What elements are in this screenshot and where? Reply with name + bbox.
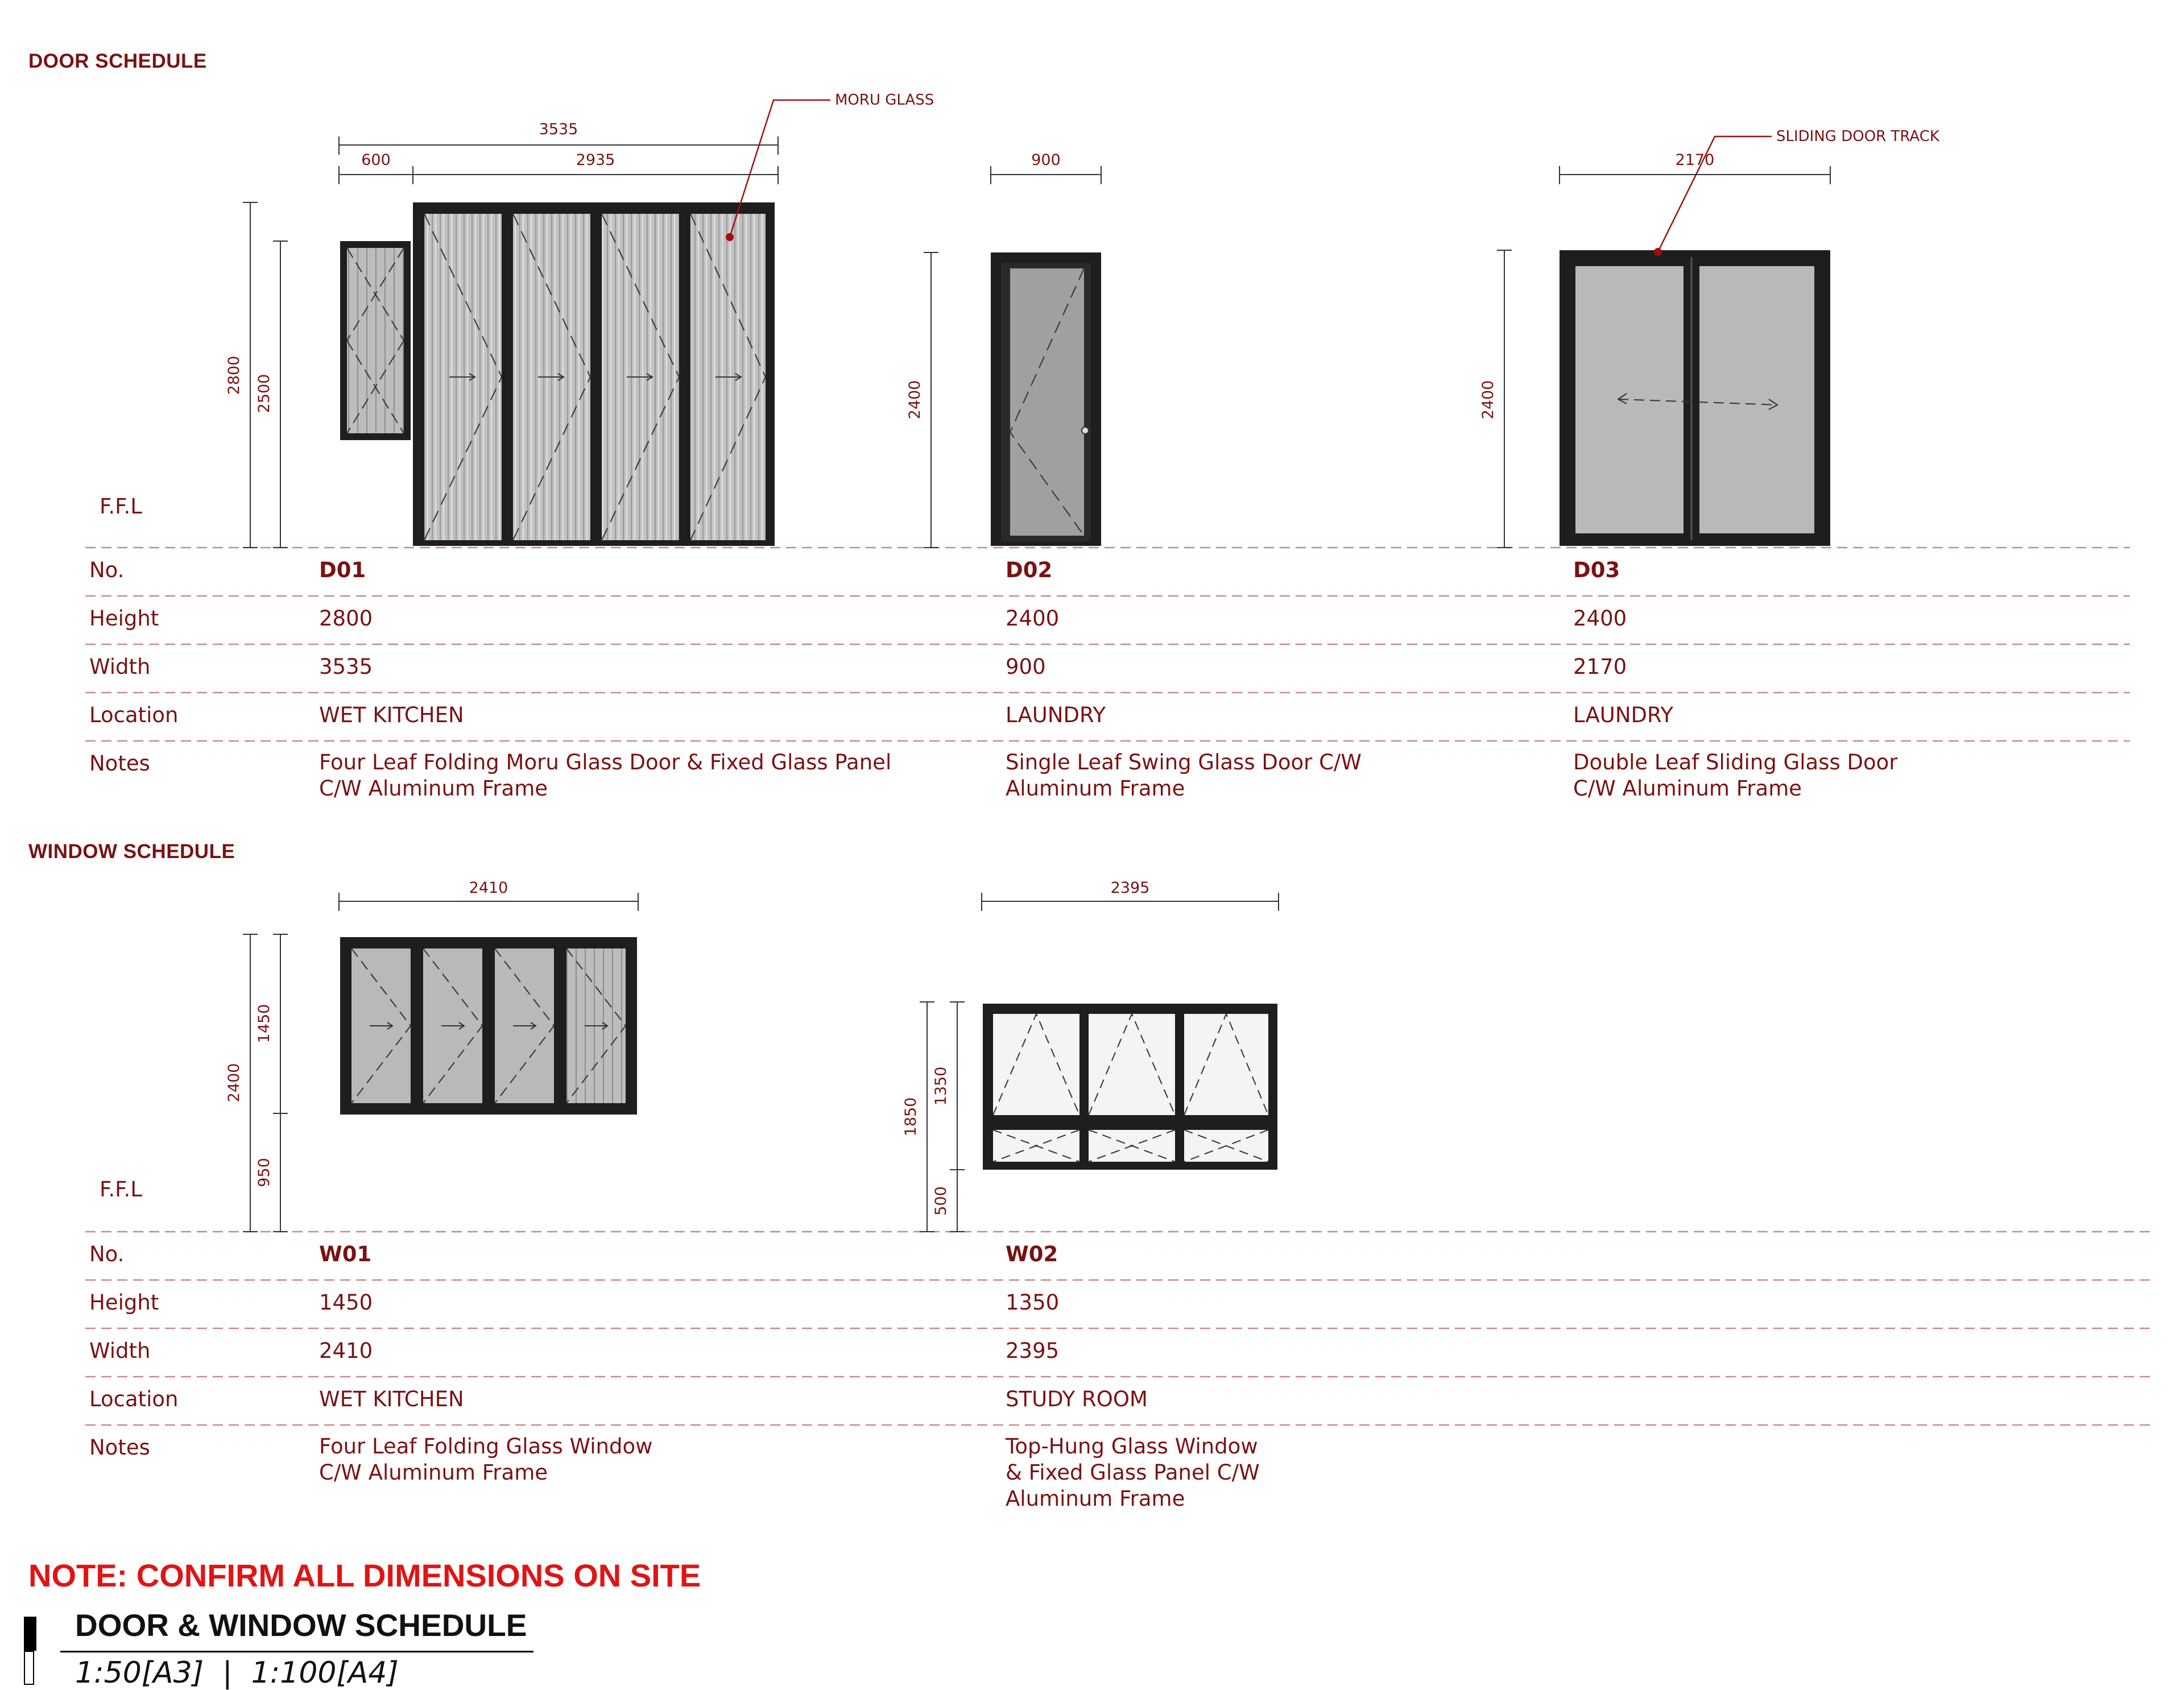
door-d01-no: D01: [319, 558, 366, 582]
door-d02-height: 2400: [1006, 606, 1060, 631]
dim-w02-height: 1350: [932, 1066, 950, 1106]
dim-w01-width: 2410: [469, 879, 508, 897]
window-w02-height: 1350: [1006, 1290, 1060, 1315]
window-row-notes-label: Notes: [89, 1435, 150, 1460]
door-d02-elevation: [991, 252, 1101, 546]
title-block-underline: [60, 1651, 533, 1652]
door-d02-location: LAUNDRY: [1006, 703, 1106, 727]
dim-w02-total: 1850: [902, 1097, 920, 1137]
window-row-height-label: Height: [89, 1290, 159, 1315]
door-d01-location: WET KITCHEN: [319, 703, 464, 727]
window-w01-height: 1450: [319, 1290, 373, 1315]
dim-d01-panel-height: 2500: [255, 374, 273, 413]
window-w01-notes: [319, 1434, 652, 1486]
door-d03-location: LAUNDRY: [1573, 703, 1673, 727]
dim-w01-sill: 950: [255, 1158, 273, 1187]
door-d01-height: 2800: [319, 606, 373, 631]
dim-d02-height: 2400: [906, 380, 924, 420]
door-d03-no: D03: [1573, 558, 1620, 582]
door-d01-width: 3535: [319, 655, 373, 679]
door-d02-width: 900: [1006, 655, 1046, 679]
door-d02-notes-line: Single Leaf Swing Glass Door C/W: [1006, 750, 1362, 774]
door-d03-height: 2400: [1573, 606, 1627, 631]
window-row-width-label: Width: [89, 1339, 151, 1363]
window-w02-location: STUDY ROOM: [1006, 1387, 1148, 1411]
door-row-no-label: No.: [89, 558, 125, 582]
door-row-location-label: Location: [89, 703, 179, 727]
window-row-location-label: Location: [89, 1387, 179, 1411]
door-row-height-label: Height: [89, 606, 159, 631]
window-w01-no: W01: [319, 1242, 372, 1266]
door-d02-no: D02: [1006, 558, 1053, 582]
window-w01-width: 2410: [319, 1339, 373, 1363]
dim-d01-panel: 600: [361, 151, 391, 169]
door-ffl-label: F.F.L: [100, 494, 142, 519]
window-w02-elevation: [983, 1004, 1277, 1170]
window-w02-notes-line: & Fixed Glass Panel C/W: [1006, 1460, 1260, 1485]
window-schedule-title: WINDOW SCHEDULE: [28, 840, 235, 863]
window-w02-no: W02: [1006, 1242, 1058, 1266]
window-w02-width: 2395: [1006, 1339, 1060, 1363]
door-d03-notes-line: C/W Aluminum Frame: [1573, 776, 1802, 801]
dim-w01-height: 1450: [255, 1004, 273, 1043]
title-block-marker-outline: [24, 1651, 34, 1685]
callout-sliding-track: SLIDING DOOR TRACK: [1776, 128, 1939, 145]
window-w02-notes: [1006, 1434, 1260, 1512]
door-d01-notes-line: Four Leaf Folding Moru Glass Door & Fixed Glass Panel: [319, 750, 892, 774]
window-row-no-label: No.: [89, 1242, 125, 1266]
title-block-marker: [24, 1617, 36, 1651]
door-d03-width: 2170: [1573, 655, 1627, 679]
dim-w02-sill: 500: [932, 1186, 950, 1216]
window-w01-location: WET KITCHEN: [319, 1387, 464, 1411]
door-d03-notes: [1573, 749, 1897, 802]
window-ffl-label: F.F.L: [100, 1177, 142, 1202]
door-schedule-title: DOOR SCHEDULE: [28, 50, 207, 72]
window-w02-notes-line: Aluminum Frame: [1006, 1486, 1185, 1511]
callout-moru-glass: MORU GLASS: [835, 92, 934, 109]
door-d02-notes: [1006, 749, 1362, 802]
door-row-width-label: Width: [89, 655, 151, 679]
window-w01-notes-line: Four Leaf Folding Glass Window: [319, 1434, 653, 1459]
dim-d01-door: 2935: [576, 151, 615, 169]
window-w02-notes-line: Top-Hung Glass Window: [1006, 1434, 1258, 1459]
dim-d01-height: 2800: [225, 355, 243, 395]
dim-d03-width: 2170: [1675, 151, 1715, 169]
window-w01-elevation: [340, 937, 637, 1115]
door-row-notes-label: Notes: [89, 751, 150, 776]
title-block-title: DOOR & WINDOW SCHEDULE: [75, 1608, 527, 1643]
door-d02-notes-line: Aluminum Frame: [1006, 776, 1185, 801]
title-block-scale: 1:50[A3] | 1:100[A4]: [75, 1656, 399, 1690]
door-d01-notes: [319, 749, 891, 802]
door-d03-elevation: [1560, 136, 1830, 546]
dim-w01-total: 2400: [225, 1063, 243, 1103]
door-d03-notes-line: Double Leaf Sliding Glass Door: [1573, 750, 1898, 774]
dim-d01-overall: 3535: [539, 121, 578, 138]
window-w01-notes-line: C/W Aluminum Frame: [319, 1460, 548, 1485]
dim-d03-height: 2400: [1479, 380, 1497, 420]
dim-w02-width: 2395: [1110, 879, 1150, 897]
site-dimension-note: NOTE: CONFIRM ALL DIMENSIONS ON SITE: [28, 1558, 701, 1593]
door-d01-notes-line: C/W Aluminum Frame: [319, 776, 548, 801]
dim-d02-width: 900: [1031, 151, 1061, 169]
